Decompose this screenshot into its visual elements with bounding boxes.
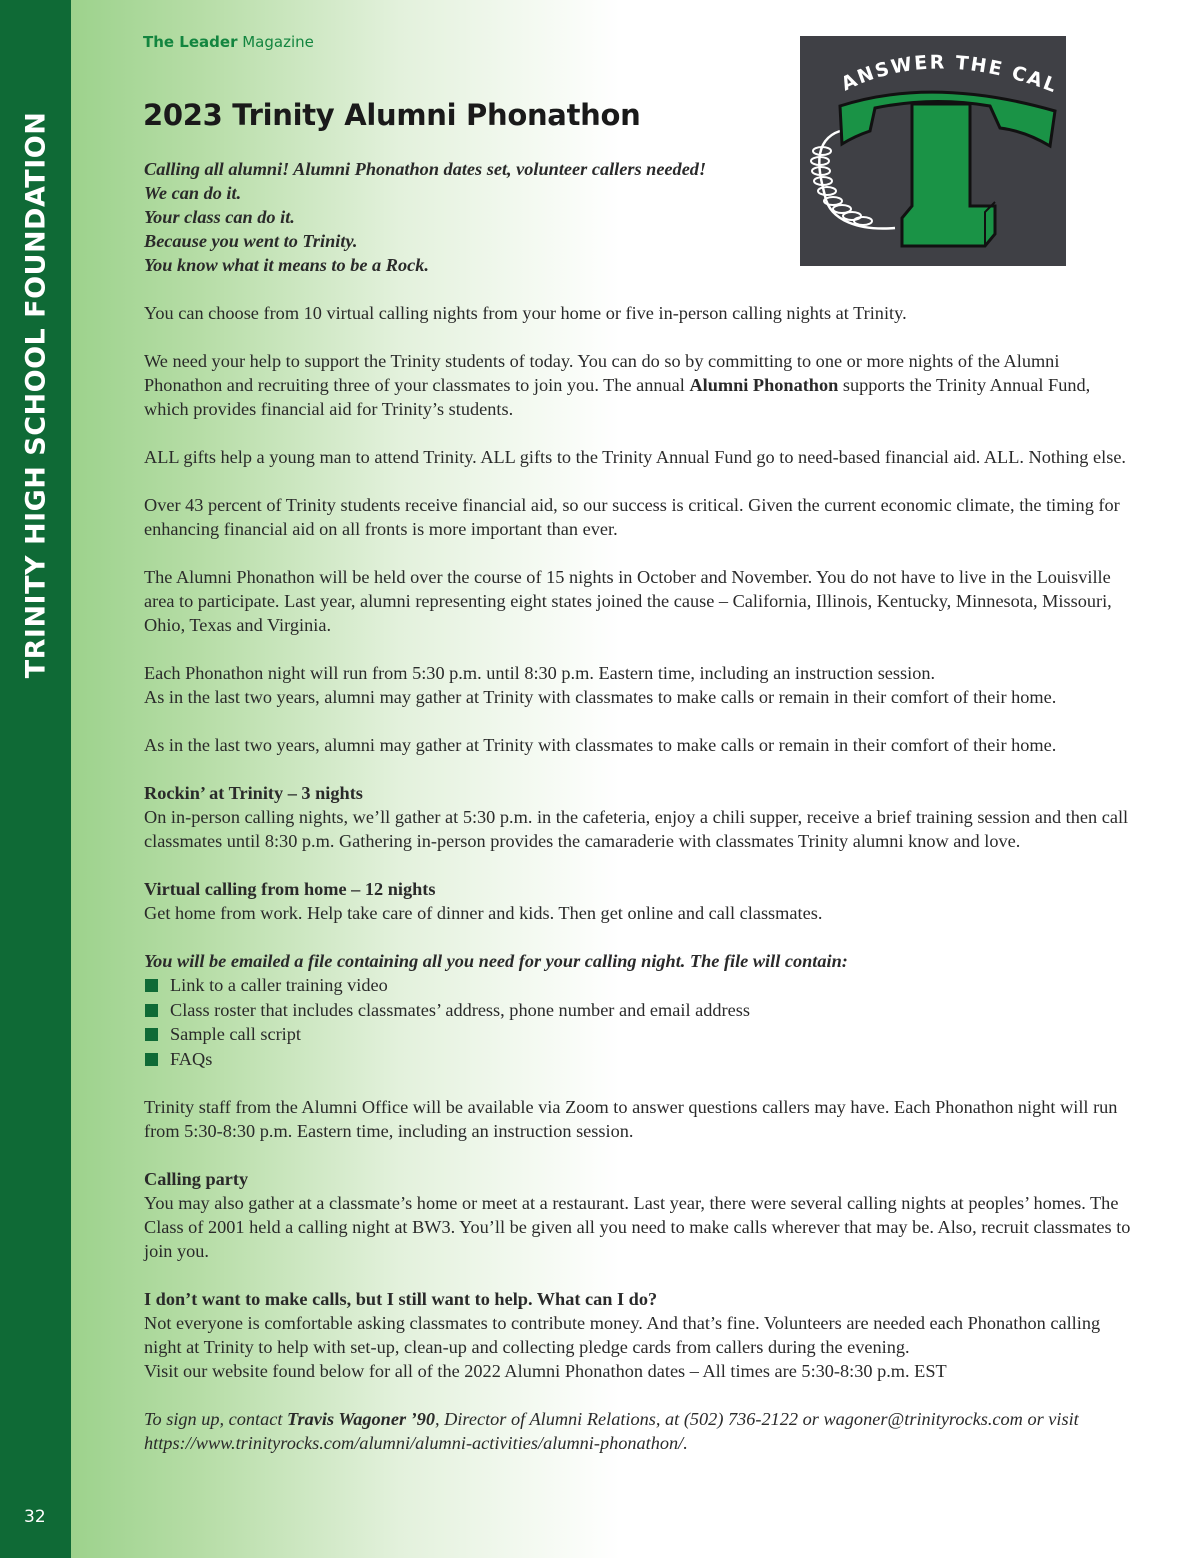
paragraph-gather: As in the last two years, alumni may gather at Trinity with classmates to make calls or remain in their comfort of their home. [144,735,1057,755]
paragraph-schedule: The Alumni Phonathon will be held over the course of 15 nights in October and November. You do not have to live in the Louisville area to participate. Last year, alumni representing eight states joined the cause – California, Illinois, Kentucky, Minnesota, Missouri, Ohio, Texas and Virginia. [144,567,1112,635]
list-item: Class roster that includes classmates’ address, phone number and email address [144,998,1139,1023]
paragraph-times [144,661,1139,709]
file-list [144,973,1139,1071]
square-bullet-icon [145,1028,158,1041]
times-line-2: As in the last two years, alumni may gather at Trinity with classmates to make calls or remain in their comfort of their home. [144,687,1057,707]
section-virtual [144,877,1139,925]
list-item: FAQs [144,1047,1139,1072]
virtual-text: Get home from work. Help take care of dinner and kids. Then get online and call classmates. [144,903,823,923]
paragraph-zoom: Trinity staff from the Alumni Office will be available via Zoom to answer questions callers may have. Each Phonathon night will run from 5:30-8:30 p.m. Eastern time, including an instruction session. [144,1097,1118,1142]
masthead [143,33,314,51]
paragraph-all-gifts: ALL gifts help a young man to attend Trinity. ALL gifts to the Trinity Annual Fund go to need-based financial aid. ALL. Nothing else. [144,447,1126,467]
party-heading: Calling party [144,1169,249,1190]
paragraph-financial-aid: Over 43 percent of Trinity students receive financial aid, so our success is critical. Given the current economic climate, the timing for enhancing financial aid on all fronts is more important than ever. [144,495,1120,539]
virtual-heading: Virtual calling from home – 12 nights [144,879,436,899]
file-heading: You will be emailed a file containing all you need for your calling night. The file will contain: [144,951,848,971]
help-line-2: Visit our website found below for all of the 2022 Alumni Phonathon dates – All times are 5:30-8:30 p.m. EST [144,1361,947,1382]
masthead-suffix: Magazine [237,33,314,51]
p2-text-a: We need your help to support the Trinity students of today. You can do so by committing to one or more nights of the Alumni Phonathon and recruiting three of your classmates to join you. The annual [144,351,1060,395]
rockin-heading: Rockin’ at Trinity – 3 nights [144,783,363,803]
signup-text-b[interactable]: , Director of Alumni Relations, at (502) 736-2122 or wagoner@trinityrocks.com or visit https://www.trinityrocks.com/alumni/alumni-activities/alumni-phonathon/. [144,1409,1079,1454]
section-help [144,1287,1139,1383]
rockin-text: On in-person calling nights, we’ll gather at 5:30 p.m. in the cafeteria, enjoy a chili supper, receive a brief training session and then call classmates until 8:30 p.m. Gathering in-person provides the camaraderie with classmates Trinity alumni know and love. [144,807,1129,851]
signup-info [144,1407,1139,1455]
list-item: Link to a caller training video [144,973,1139,998]
intro-line: You know what it means to be a Rock. [144,255,429,275]
paragraph-support [144,349,1139,421]
masthead-brand: The Leader [143,33,238,51]
square-bullet-icon [145,979,158,992]
sidebar-title: TRINITY HIGH SCHOOL FOUNDATION [20,111,52,679]
signup-text-a: To sign up, contact [144,1409,288,1430]
intro-line: Calling all alumni! Alumni Phonathon dates set, volunteer callers needed! [144,159,707,179]
intro-line: We can do it. [144,183,242,203]
p2-text-b: supports the Trinity Annual Fund, which provides financial aid for Trinity’s students. [144,375,1091,419]
times-line-1: Each Phonathon night will run from 5:30 p.m. until 8:30 p.m. Eastern time, including an instruction session. [144,663,936,683]
svg-text:ANSWER THE CALL: ANSWER THE CAL [837,51,1062,98]
p2-bold: Alumni Phonathon [689,375,839,395]
section-calling-party [144,1167,1139,1263]
intro-line: Because you went to Trinity. [144,231,358,251]
intro-block [144,157,1139,277]
square-bullet-icon [145,1053,158,1066]
help-heading: I don’t want to make calls, but I still want to help. What can I do? [144,1289,658,1310]
intro-line: Your class can do it. [144,207,295,227]
signup-contact-name: Travis Wagoner ’90 [287,1409,435,1430]
article-body [144,157,1139,1479]
square-bullet-icon [145,1004,158,1017]
paragraph-calling-nights: You can choose from 10 virtual calling nights from your home or five in-person calling nights at Trinity. [144,303,907,323]
party-text: You may also gather at a classmate’s home or meet at a restaurant. Last year, there were several calling nights at peoples’ homes. The Class of 2001 held a calling night at BW3. You’ll be given all you need to make calls wherever that may be. Also, recruit classmates to join you. [144,1193,1131,1262]
help-line-1: Not everyone is comfortable asking classmates to contribute money. And that’s fine. Volunteers are needed each Phonathon calling night at Trinity to help with set-up, clean-up and collecting pledge cards from callers during the evening. [144,1313,1101,1358]
page-number: 32 [24,1507,46,1527]
section-rockin [144,781,1139,853]
sidebar [0,0,71,1558]
list-item: Sample call script [144,1022,1139,1047]
page-title: 2023 Trinity Alumni Phonathon [143,98,641,132]
